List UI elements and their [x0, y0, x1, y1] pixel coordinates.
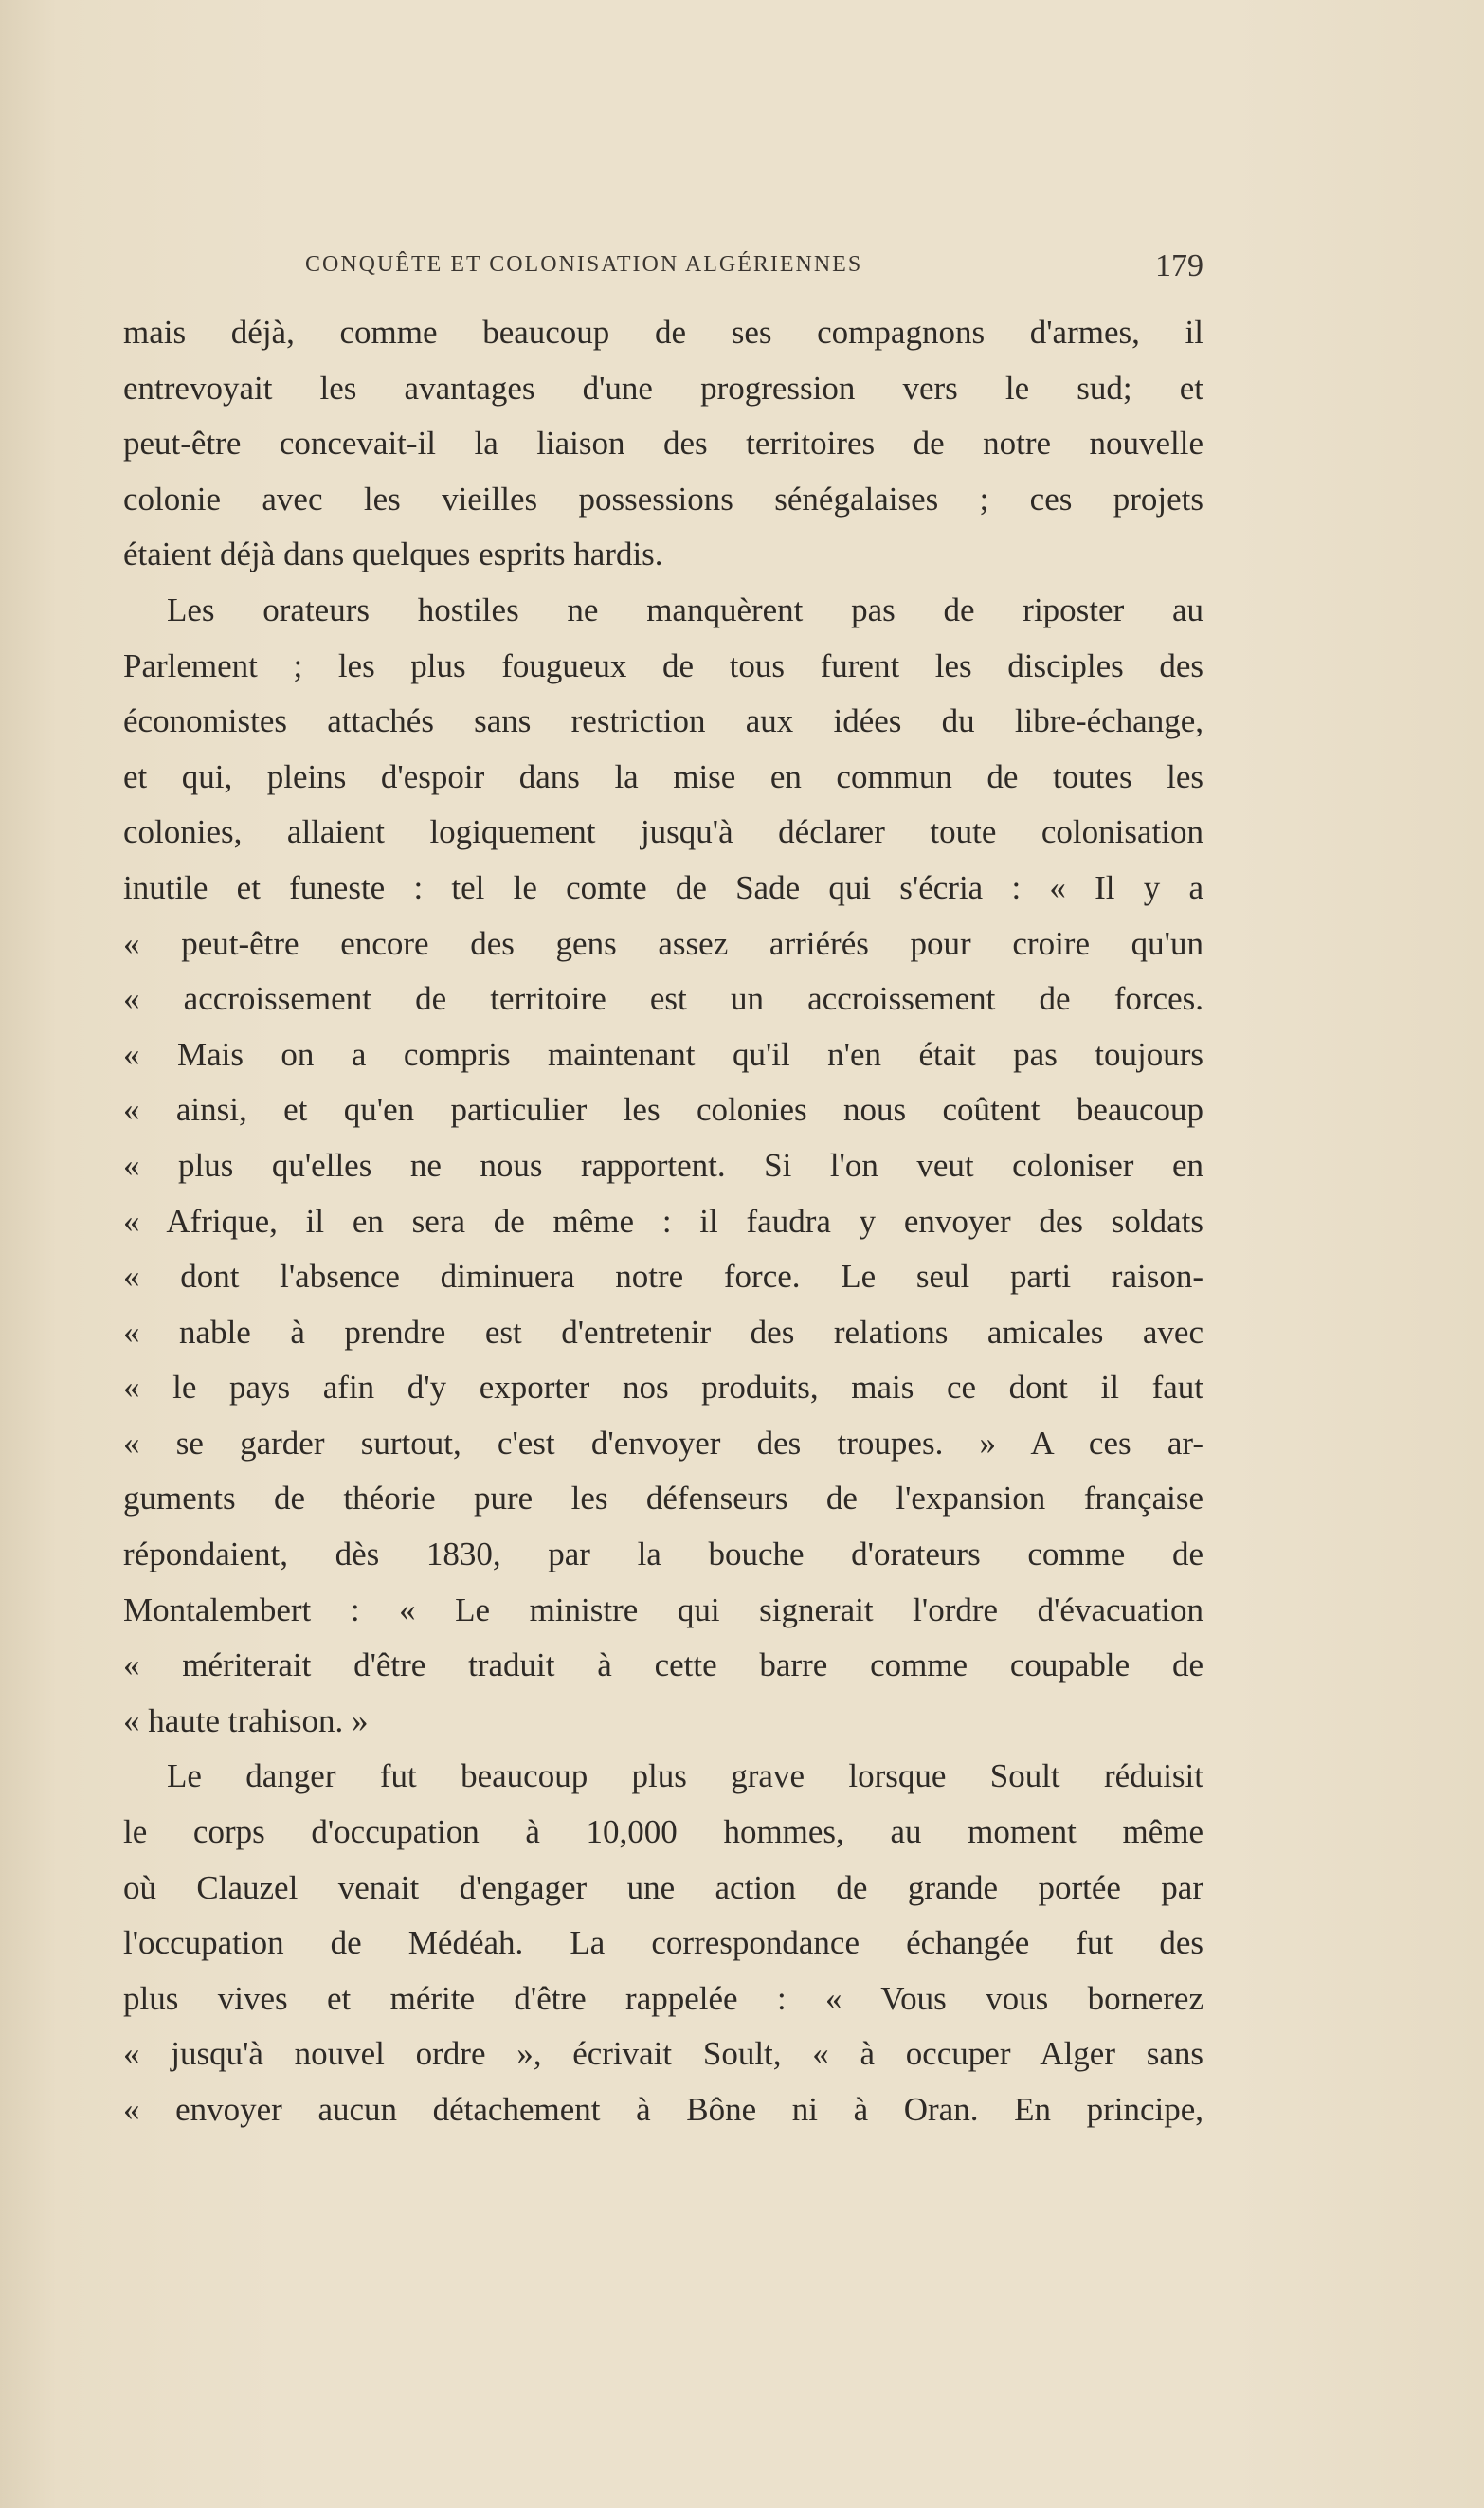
text-line: « jusqu'à nouvel ordre », écrivait Soult, « à occuper Alger sans	[123, 2035, 1203, 2073]
text-line: le corps d'occupation à 10,000 hommes, au moment même	[123, 1813, 1203, 1851]
text-line: « plus qu'elles ne nous rapportent. Si l'on veut coloniser en	[123, 1146, 1203, 1184]
body-text	[123, 305, 1203, 2138]
text-line: Montalembert : « Le ministre qui signerait l'ordre d'évacuation	[123, 1590, 1203, 1628]
text-line: économistes attachés sans restriction aux idées du libre-échange,	[123, 702, 1203, 740]
page-header	[125, 248, 1203, 286]
text-line: Parlement ; les plus fougueux de tous furent les disciples des	[123, 646, 1203, 684]
running-title: CONQUÊTE ET COLONISATION ALGÉRIENNES	[305, 252, 863, 277]
text-line: « Afrique, il en sera de même : il faudra y envoyer des soldats	[123, 1202, 1203, 1240]
text-line: « haute trahison. »	[123, 1701, 369, 1739]
text-line: l'occupation de Médéah. La correspondance échangée fut des	[123, 1924, 1203, 1962]
text-line: colonie avec les vieilles possessions sénégalaises ; ces projets	[123, 480, 1203, 518]
text-line: « dont l'absence diminuera notre force. Le seul parti raison-	[123, 1258, 1203, 1296]
text-line: entrevoyait les avantages d'une progression vers le sud; et	[123, 369, 1203, 407]
text-line: plus vives et mérite d'être rappelée : « Vous vous bornerez	[123, 1979, 1203, 2017]
text-line: où Clauzel venait d'engager une action de grande portée par	[123, 1868, 1203, 1906]
text-line: « accroissement de territoire est un accroissement de forces.	[123, 980, 1203, 1018]
text-line: « Mais on a compris maintenant qu'il n'en était pas toujours	[123, 1035, 1203, 1073]
text-line: « se garder surtout, c'est d'envoyer des troupes. » A ces ar-	[123, 1424, 1203, 1462]
text-line: « ainsi, et qu'en particulier les colonies nous coûtent beaucoup	[123, 1091, 1203, 1129]
text-line: mais déjà, comme beaucoup de ses compagnons d'armes, il	[123, 314, 1203, 351]
text-line: Le danger fut beaucoup plus grave lorsque Soult réduisit	[167, 1757, 1203, 1795]
text-line: guments de théorie pure les défenseurs de l'expansion française	[123, 1480, 1203, 1518]
text-line: et qui, pleins d'espoir dans la mise en commun de toutes les	[123, 757, 1203, 795]
text-line: « nable à prendre est d'entretenir des relations amicales avec	[123, 1313, 1203, 1351]
page-number: 179	[1155, 248, 1203, 283]
text-line: « envoyer aucun détachement à Bône ni à Oran. En principe,	[123, 2091, 1203, 2128]
text-line: étaient déjà dans quelques esprits hardis.	[123, 536, 663, 573]
text-line: « mériterait d'être traduit à cette barre comme coupable de	[123, 1646, 1203, 1684]
text-line: colonies, allaient logiquement jusqu'à déclarer toute colonisation	[123, 813, 1203, 851]
text-line: inutile et funeste : tel le comte de Sade qui s'écria : « Il y a	[123, 868, 1203, 906]
text-line: peut-être concevait-il la liaison des territoires de notre nouvelle	[123, 425, 1203, 463]
text-line: « le pays afin d'y exporter nos produits, mais ce dont il faut	[123, 1369, 1203, 1407]
text-line: répondaient, dès 1830, par la bouche d'orateurs comme de	[123, 1536, 1203, 1573]
text-line: Les orateurs hostiles ne manquèrent pas de riposter au	[167, 591, 1203, 628]
text-line: « peut-être encore des gens assez arriérés pour croire qu'un	[123, 924, 1203, 962]
